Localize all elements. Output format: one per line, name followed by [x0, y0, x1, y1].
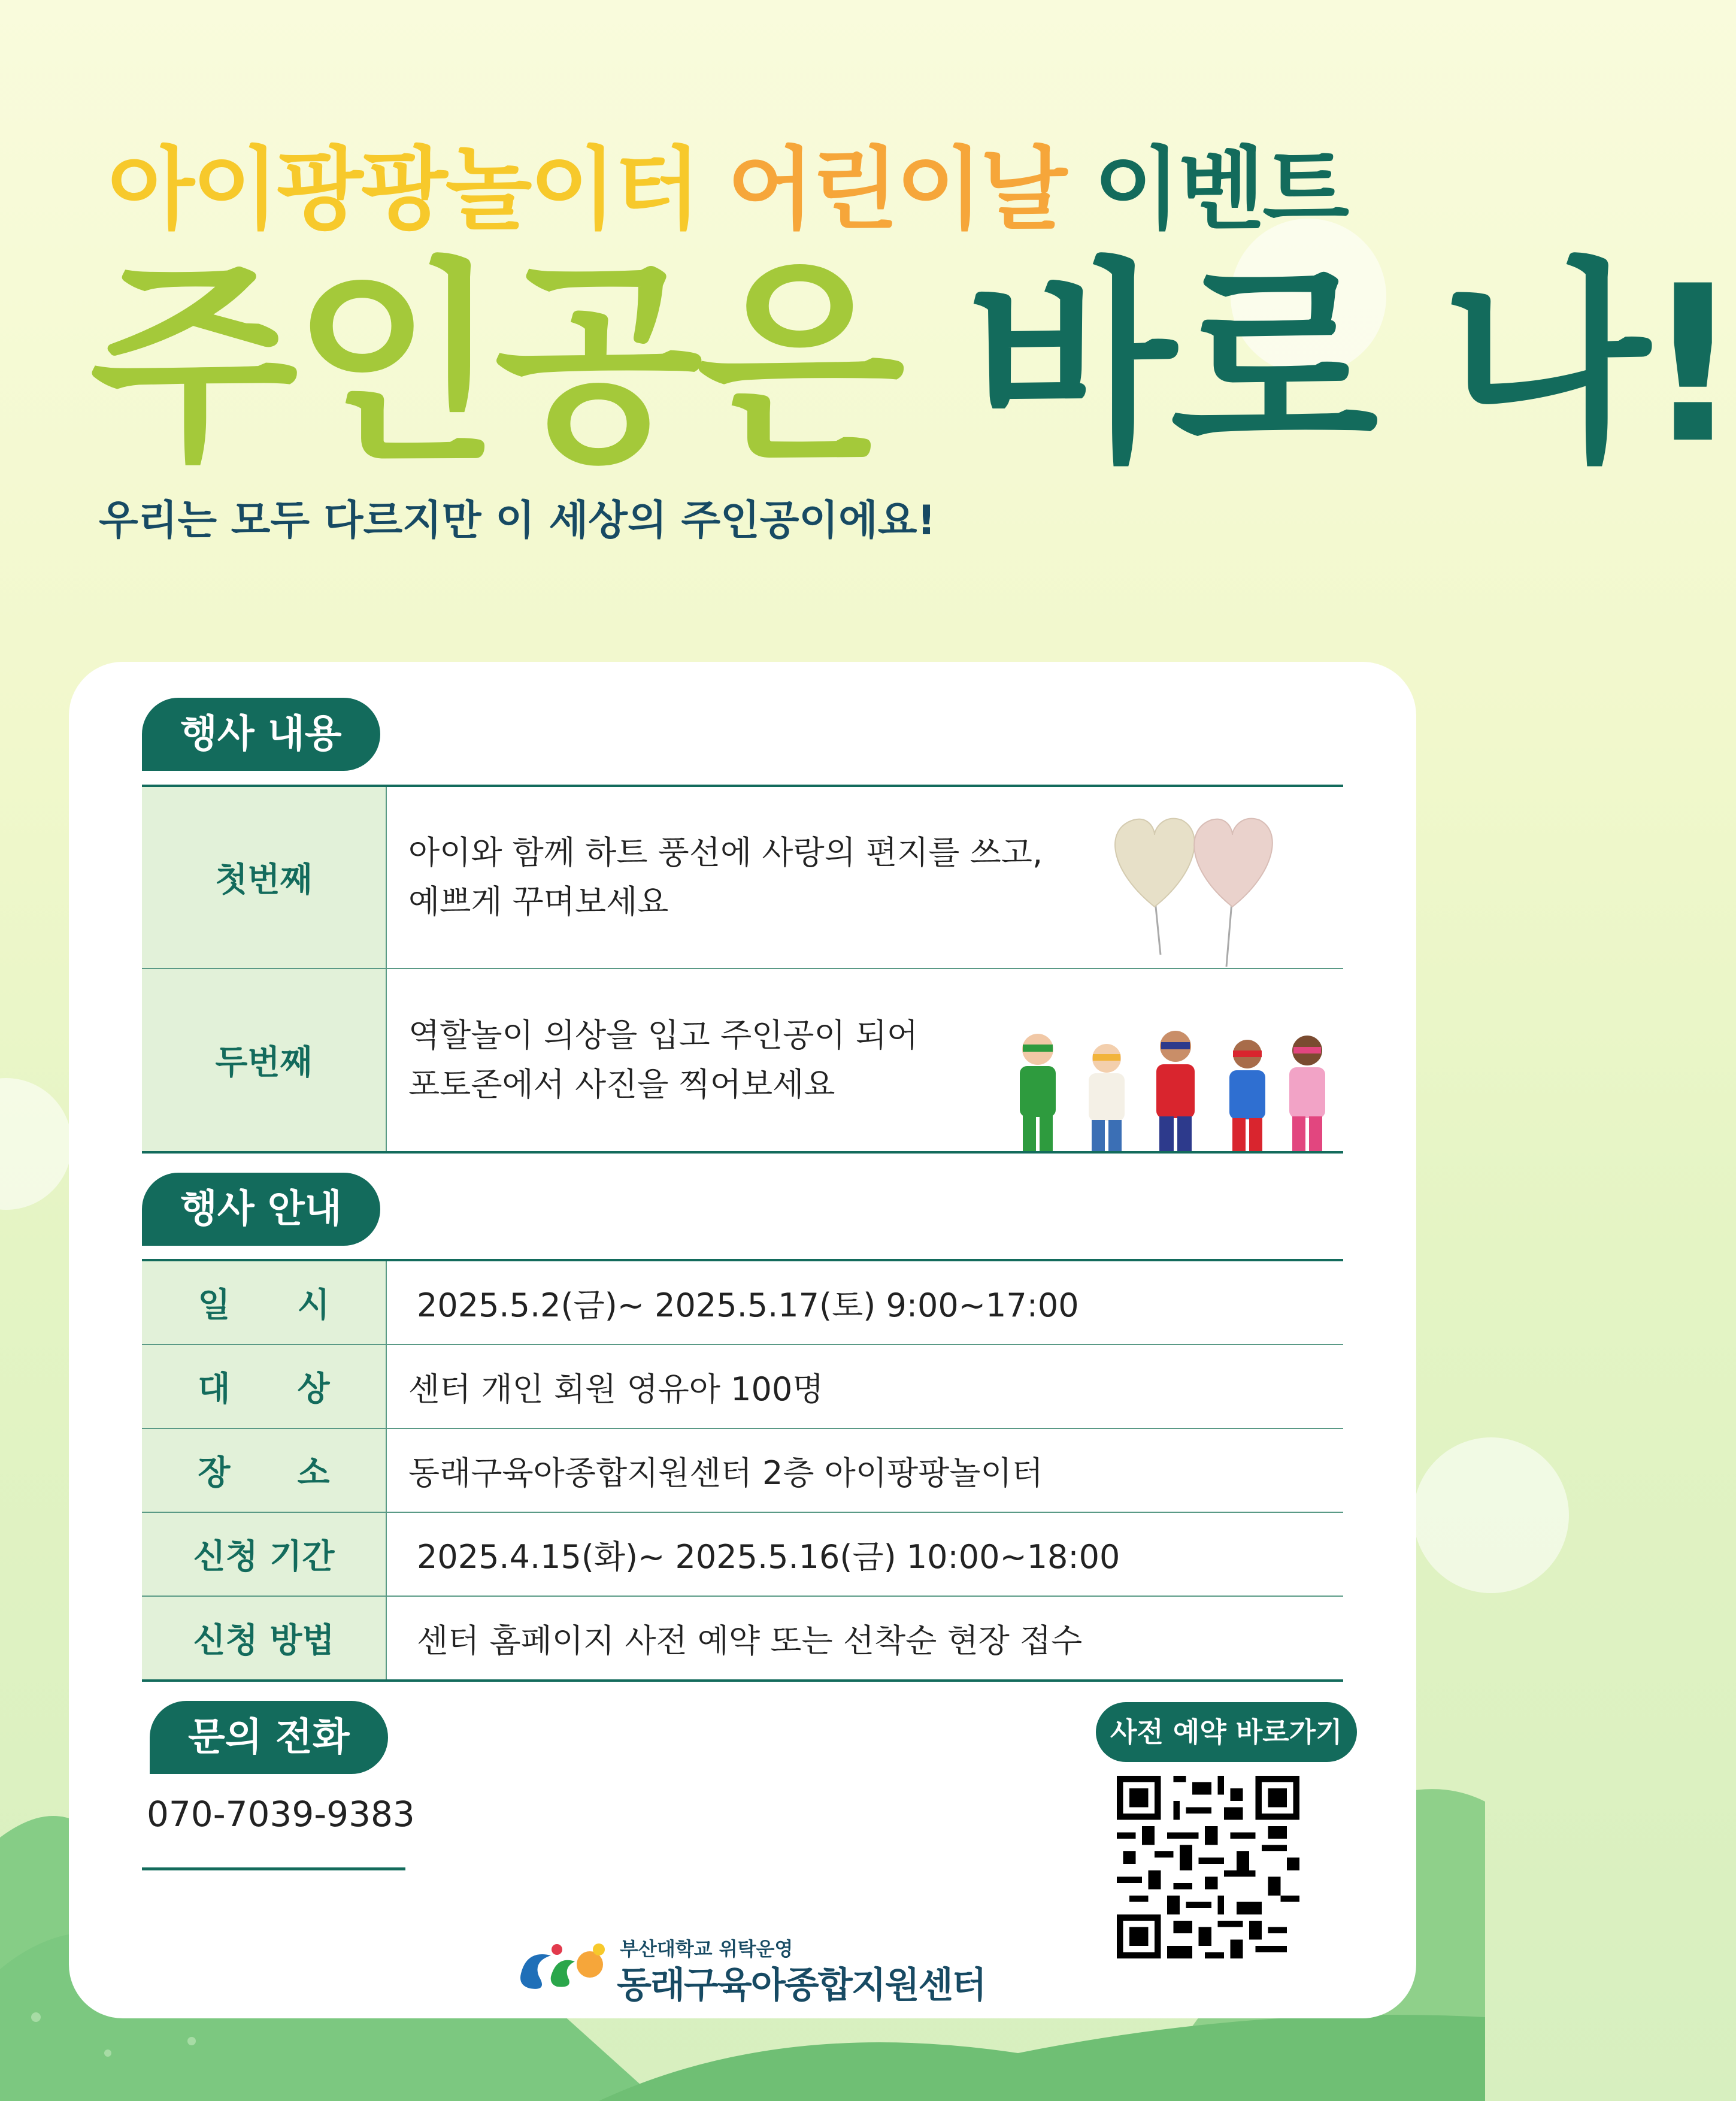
phone-number: 070-7039-9383 [147, 1794, 415, 1834]
kids-superhero-image [1002, 1013, 1343, 1151]
row-text-line: 포토존에서 사진을 찍어보세요 [408, 1065, 835, 1103]
hero-part2: 바로 나! [968, 240, 1736, 491]
subtitle: 우리는 모두 다르지만 이 세상의 주인공이에요! [99, 497, 936, 544]
row-label-apply-period: 신청 기간 [142, 1512, 386, 1596]
decorative-circle [0, 1078, 72, 1210]
section-heading-event-info: 행사 안내 [142, 1173, 380, 1246]
section-heading-contact: 문의 전화 [150, 1701, 388, 1774]
row-label-place: 장 소 [142, 1428, 386, 1512]
table-row [142, 968, 1343, 1152]
table-row [142, 1596, 1343, 1681]
row-label-date: 일 시 [142, 1260, 386, 1345]
divider [142, 1867, 405, 1870]
heart-balloons-image [1098, 805, 1301, 985]
row-value [386, 786, 1343, 968]
decorative-circle [1413, 1437, 1569, 1593]
center-logo-icon [515, 1932, 617, 1997]
org-sub-label: 부산대학교 위탁운영 [620, 1937, 793, 1960]
org-name: 동래구육아종합지원센터 [617, 1964, 986, 2006]
table-row [142, 1428, 1343, 1512]
row-text-line: 예쁘게 꾸며보세요 [408, 883, 669, 921]
title-part-childrens-day: 어린이날 [727, 138, 1065, 242]
title-part-venue: 아이팡팡놀이터 [108, 138, 699, 242]
row-label-apply-method: 신청 방법 [142, 1596, 386, 1681]
qr-code-icon[interactable] [1117, 1776, 1299, 1958]
reservation-link-button[interactable]: 사전 예약 바로가기 [1096, 1702, 1357, 1762]
row-text-line: 역할놀이 의상을 입고 주인공이 되어 [408, 1016, 919, 1054]
row-label: 첫번째 [142, 786, 386, 968]
event-info-table [142, 1259, 1343, 1682]
event-title [108, 117, 1347, 246]
row-text-line: 아이와 함께 하트 풍선에 사랑의 편지를 쓰고, [408, 834, 1043, 871]
table-row [142, 1260, 1343, 1345]
row-value-apply-method: 센터 홈페이지 사전 예약 또는 선착순 현장 접수 [386, 1596, 1343, 1681]
section-heading-event-content: 행사 내용 [142, 698, 380, 771]
hero-part1: 주인공은 [90, 240, 899, 491]
row-value-place: 동래구육아종합지원센터 2층 아이팡팡놀이터 [386, 1428, 1343, 1512]
row-value-apply-period: 2025.4.15(화)~ 2025.5.16(금) 10:00~18:00 [386, 1512, 1343, 1596]
hero-headline [90, 240, 1736, 491]
center-logo [515, 1932, 994, 2006]
table-row [142, 1512, 1343, 1596]
row-label: 두번째 [142, 968, 386, 1152]
row-value [386, 968, 1343, 1152]
row-value-target: 센터 개인 회원 영유아 100명 [386, 1345, 1343, 1428]
row-value-date: 2025.5.2(금)~ 2025.5.17(토) 9:00~17:00 [386, 1260, 1343, 1345]
table-row [142, 1345, 1343, 1428]
title-part-event: 이벤트 [1093, 138, 1347, 242]
row-label-target: 대 상 [142, 1345, 386, 1428]
table-row [142, 786, 1343, 968]
event-content-table [142, 785, 1343, 1154]
